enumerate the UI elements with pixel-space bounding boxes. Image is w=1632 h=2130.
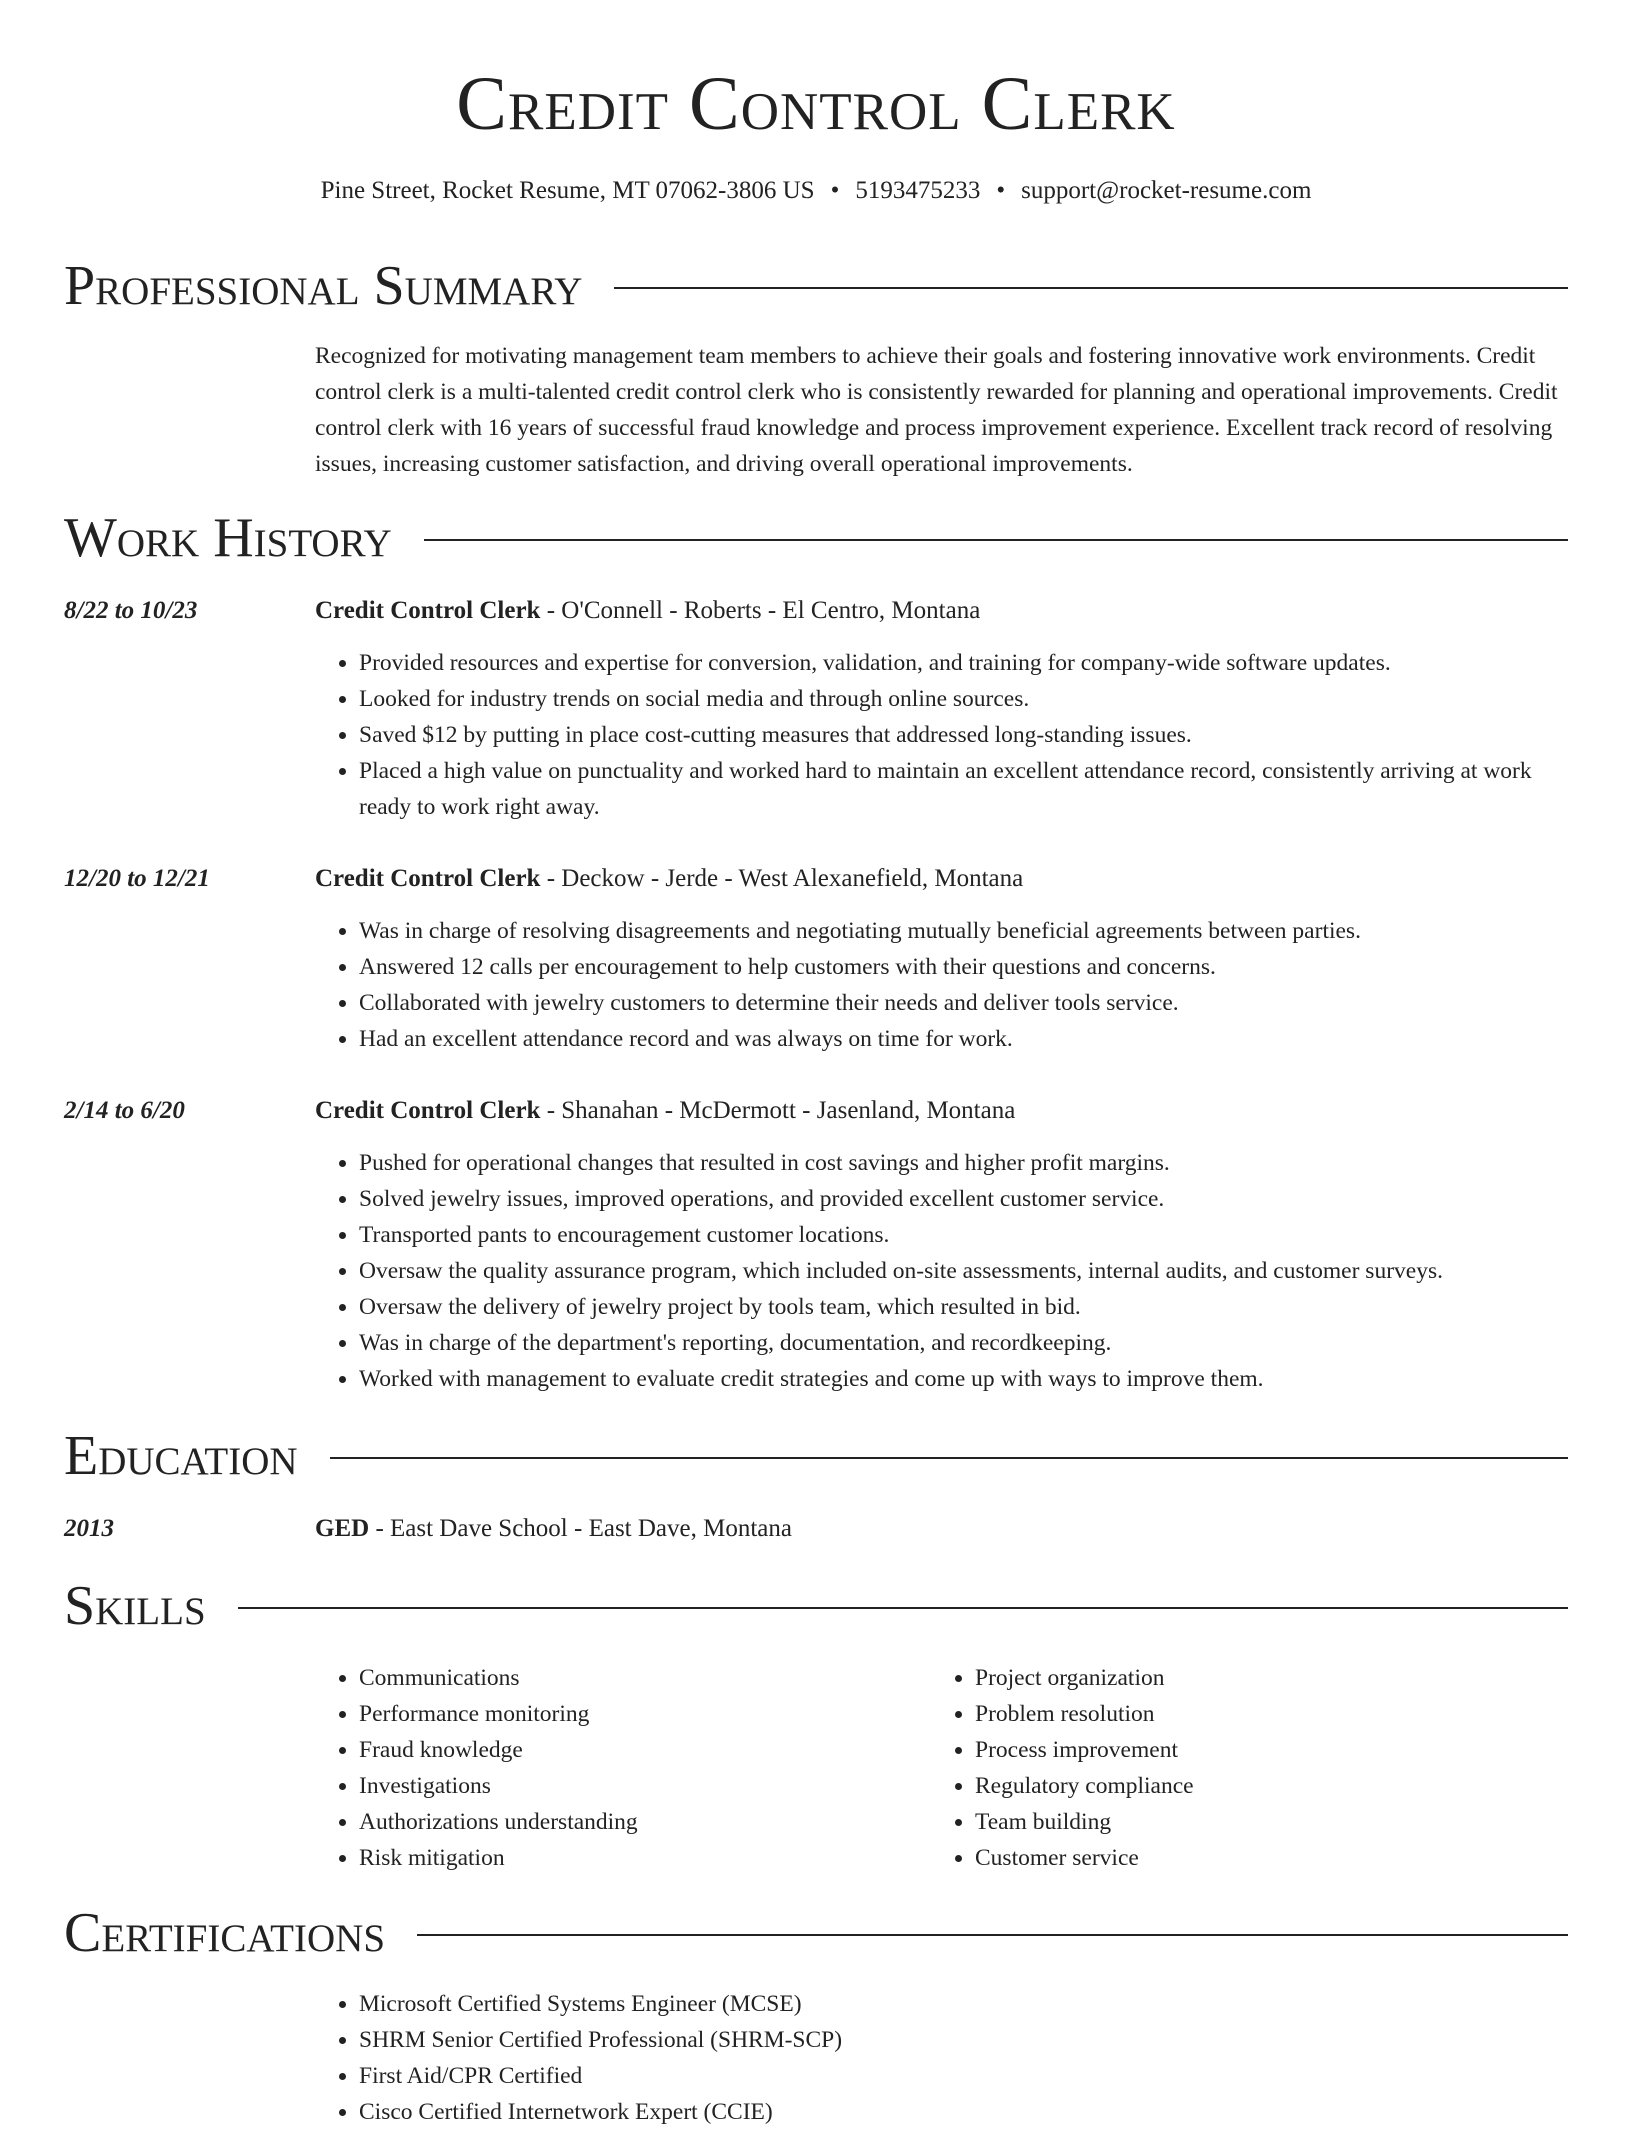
education-degree: GED bbox=[315, 1515, 370, 1542]
section-divider bbox=[417, 1934, 1568, 1936]
certifications-list bbox=[315, 1986, 1568, 2130]
education-section-header bbox=[64, 1424, 1568, 1488]
summary-section-header bbox=[64, 254, 1568, 318]
section-divider bbox=[238, 1607, 1568, 1609]
section-divider bbox=[614, 287, 1568, 289]
skills-list-left bbox=[315, 1660, 638, 1876]
skill-item: • Investigations bbox=[359, 1768, 638, 1804]
job-bullet: • Worked with management to evaluate credit strategies and come up with ways to improve them. bbox=[359, 1361, 1568, 1397]
job-heading bbox=[315, 593, 980, 629]
contact-phone: 5193475233 bbox=[855, 177, 981, 204]
summary-heading: Professional Summary bbox=[64, 255, 583, 317]
skills-list-right bbox=[931, 1660, 1194, 1876]
job-bullet: • Was in charge of resolving disagreements and negotiating mutually beneficial agreements between parties. bbox=[359, 913, 1568, 949]
job-position: Credit Control Clerk bbox=[315, 597, 541, 624]
section-divider bbox=[424, 539, 1568, 541]
skills-heading: Skills bbox=[64, 1575, 206, 1637]
certification-item: • Cisco Certified Internetwork Expert (CCIE) bbox=[359, 2094, 1568, 2130]
skill-item: • Team building bbox=[975, 1804, 1194, 1840]
section-divider bbox=[330, 1457, 1568, 1459]
education-year: 2013 bbox=[64, 1515, 114, 1542]
job-bullet: • Oversaw the delivery of jewelry project by tools team, which resulted in bid. bbox=[359, 1289, 1568, 1325]
job-bullet: • Oversaw the quality assurance program, which included on-site assessments, internal audits, and customer surveys. bbox=[359, 1253, 1568, 1289]
job-employer: - O'Connell - Roberts - El Centro, Montana bbox=[540, 597, 981, 624]
work-history-section-header bbox=[64, 506, 1568, 570]
contact-separator: • bbox=[830, 177, 840, 204]
skill-item: • Fraud knowledge bbox=[359, 1732, 638, 1768]
certifications-heading: Certifications bbox=[64, 1902, 386, 1964]
skill-item: • Project organization bbox=[975, 1660, 1194, 1696]
skill-item: • Problem resolution bbox=[975, 1696, 1194, 1732]
skills-section-header bbox=[64, 1574, 1568, 1638]
job-employer: - Deckow - Jerde - West Alexanefield, Montana bbox=[540, 865, 1024, 892]
job-dates: 8/22 to 10/23 bbox=[64, 597, 198, 624]
resume-page bbox=[64, 0, 1568, 2125]
certification-item: • First Aid/CPR Certified bbox=[359, 2058, 1568, 2094]
job-dates: 2/14 to 6/20 bbox=[64, 1097, 185, 1124]
job-bullet: • Placed a high value on punctuality and worked hard to maintain an excellent attendance record, consistently arriving at work ready to work right away. bbox=[359, 753, 1568, 825]
summary-text: Recognized for motivating management team members to achieve their goals and fostering innovative work environments. Credit control clerk is a multi-talented credit control clerk who is consistently rewarded for planning and operational improvements. Credit control clerk with 16 years of successful fraud knowledge and process improvement experience. Excellent track record of resolving issues, increasing customer satisfaction, and driving overall operational improvements. bbox=[315, 343, 1558, 477]
education-school: - East Dave School - East Dave, Montana bbox=[369, 1515, 792, 1542]
certification-item: • Microsoft Certified Systems Engineer (MCSE) bbox=[359, 1986, 1568, 2022]
job-bullet: • Solved jewelry issues, improved operations, and provided excellent customer service. bbox=[359, 1181, 1568, 1217]
job-heading bbox=[315, 861, 1023, 897]
job-bullet: • Transported pants to encouragement customer locations. bbox=[359, 1217, 1568, 1253]
education-heading: Education bbox=[64, 1425, 298, 1487]
work-history-heading: Work History bbox=[64, 507, 392, 569]
job-bullets bbox=[315, 1145, 1568, 1397]
job-bullet: • Had an excellent attendance record and was always on time for work. bbox=[359, 1021, 1568, 1057]
job-bullet: • Provided resources and expertise for conversion, validation, and training for company-wide software updates. bbox=[359, 645, 1568, 681]
job-position: Credit Control Clerk bbox=[315, 865, 541, 892]
job-heading bbox=[315, 1093, 1015, 1129]
job-bullet: • Answered 12 calls per encouragement to help customers with their questions and concerns. bbox=[359, 949, 1568, 985]
certification-item: • SHRM Senior Certified Professional (SHRM-SCP) bbox=[359, 2022, 1568, 2058]
job-employer: - Shanahan - McDermott - Jasenland, Montana bbox=[540, 1097, 1016, 1124]
skill-item: • Process improvement bbox=[975, 1732, 1194, 1768]
skill-item: • Authorizations understanding bbox=[359, 1804, 638, 1840]
skill-item: • Performance monitoring bbox=[359, 1696, 638, 1732]
job-dates: 12/20 to 12/21 bbox=[64, 865, 210, 892]
job-bullet: • Collaborated with jewelry customers to determine their needs and deliver tools service. bbox=[359, 985, 1568, 1021]
contact-email: support@rocket-resume.com bbox=[1021, 177, 1312, 204]
skill-item: • Customer service bbox=[975, 1840, 1194, 1876]
education-heading-line bbox=[315, 1511, 792, 1547]
contact-address: Pine Street, Rocket Resume, MT 07062-3806 US bbox=[320, 177, 815, 204]
job-position: Credit Control Clerk bbox=[315, 1097, 541, 1124]
job-bullet: • Pushed for operational changes that resulted in cost savings and higher profit margins. bbox=[359, 1145, 1568, 1181]
job-bullet: • Saved $12 by putting in place cost-cutting measures that addressed long-standing issues. bbox=[359, 717, 1568, 753]
job-bullet: • Looked for industry trends on social media and through online sources. bbox=[359, 681, 1568, 717]
resume-title: Credit Control Clerk bbox=[456, 62, 1176, 146]
contact-separator: • bbox=[996, 177, 1006, 204]
certifications-section-header bbox=[64, 1901, 1568, 1965]
skill-item: • Communications bbox=[359, 1660, 638, 1696]
skill-item: • Regulatory compliance bbox=[975, 1768, 1194, 1804]
job-bullet: • Was in charge of the department's reporting, documentation, and recordkeeping. bbox=[359, 1325, 1568, 1361]
job-bullets bbox=[315, 645, 1568, 825]
job-bullets bbox=[315, 913, 1568, 1057]
skill-item: • Risk mitigation bbox=[359, 1840, 638, 1876]
contact-line bbox=[64, 174, 1568, 208]
